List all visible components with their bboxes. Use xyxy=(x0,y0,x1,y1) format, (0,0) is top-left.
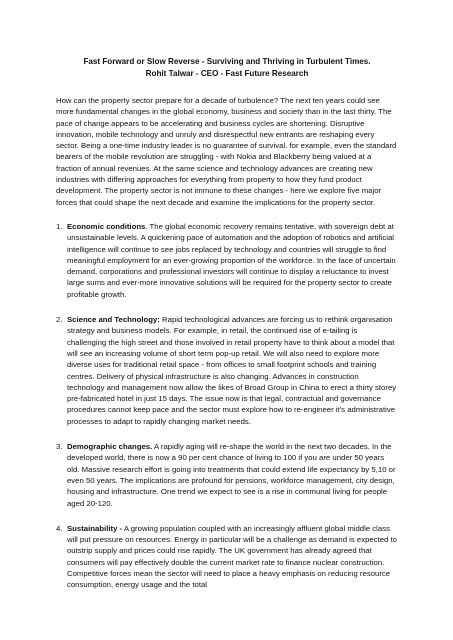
list-item-body: Rapid technological advances are forcing us to rethink organisation strategy and business models. For example, in retail, the continued rise of e-tailing is challenging the high street and those involved in retail property have to think about a model that will see an increasing volume of short term pop-up retail. We will also need to explore more diverse uses for traditional retail space - from offices to small footprint schools and training centres. Delivery of physical infrastructure is also changing. Advances in construction technology and management now allow the likes of Broad Group in China to erect a thirty storey pre-fabricated hotel in just 15 days. The issue now is that legal, contractual and governance procedures cannot keep pace and the sector must explore how to re-engineer it's administrative processes to adapt to rapidly changing market needs. xyxy=(67,315,397,426)
list-item-science-technology xyxy=(56,314,398,427)
intro-paragraph: How can the property sector prepare for a decade of turbulence? The next ten years could see more fundamental changes in the global economy, business and society than in the last thirty. The pace of change appears to be accelerating and business cycles are shortening. Disruptive innovation, mobile technology and unruly and disrespectful new entrants are reshaping every sector. Being a one-time industry leader is no guarantee of survival. for example, even the standard bearers of the mobile revolution are struggling - with Nokia and Blackberry being valued at a fraction of annual revenues. At the same science and technology advances are creating new industries with differing approaches for everything from property to how they fund product development. The property sector is not immune to these changes - here we explore five major forces that could shape the next decade and examine the implications for the property sector. xyxy=(56,96,397,207)
list-item-number: 4. xyxy=(56,523,63,533)
list-item-body: A rapidly aging will re-shape the world in the next two decades. In the developed world, there is now a 90 per cent chance of living to 100 if you are under 50 years old. Massive research effort is going into treatments that could extend life expectancy by 5,10 or even 50 years. The implications are profound for pensions, workforce management, city design, housing and infrastructure. One trend we expect to see is a rise in communal living for people aged 20-120. xyxy=(67,442,396,508)
list-item-heading: Sustainability - xyxy=(67,523,123,533)
document-title xyxy=(56,56,398,79)
list-item-sustainability xyxy=(56,523,398,591)
list-item-number: 3. xyxy=(56,442,63,452)
list-item-body: . The global economic recovery remains tentative, with sovereign debt at unsustainable levels. A quickening pace of automation and the adoption of robotics and artificial intelligence will continue to see jobs replaced by technology and countries will struggle to find meaningful employment for an ever-growing proportion of the workforce. In the face of uncertain demand, corporations and professional investors will continue to display a reluctance to invest large sums and ever-more innovative solutions will be required for the property sector to create profitable growth. xyxy=(67,221,396,299)
list-item-number: 1. xyxy=(56,221,63,231)
list-item-demographic-changes xyxy=(56,441,398,509)
list-item-heading: Economic conditions xyxy=(67,221,146,231)
list-item-body: A growing population coupled with an increasingly affluent global middle class will put pressure on resources. Energy in particular will be a challenge as demand is expected to outstrip supply and prices could rise rapidly. The UK government has already agreed that consumers will pay effectively double the current market rate to finance nuclear construction. Competitive forces mean the sector will need to place a heavy emphasis on reducing resource consumption, energy usage and the total xyxy=(67,523,397,590)
title-line-2: Rohit Talwar - CEO - Fast Future Research xyxy=(145,68,309,78)
list-item-heading: Science and Technology: xyxy=(67,315,160,325)
list-item-heading: Demographic changes. xyxy=(67,442,153,452)
forces-list xyxy=(56,221,398,591)
title-line-1: Fast Forward or Slow Reverse - Surviving and Thriving in Turbulent Times. xyxy=(83,57,371,66)
list-item-number: 2. xyxy=(56,315,63,325)
list-item-economic-conditions xyxy=(56,221,398,300)
